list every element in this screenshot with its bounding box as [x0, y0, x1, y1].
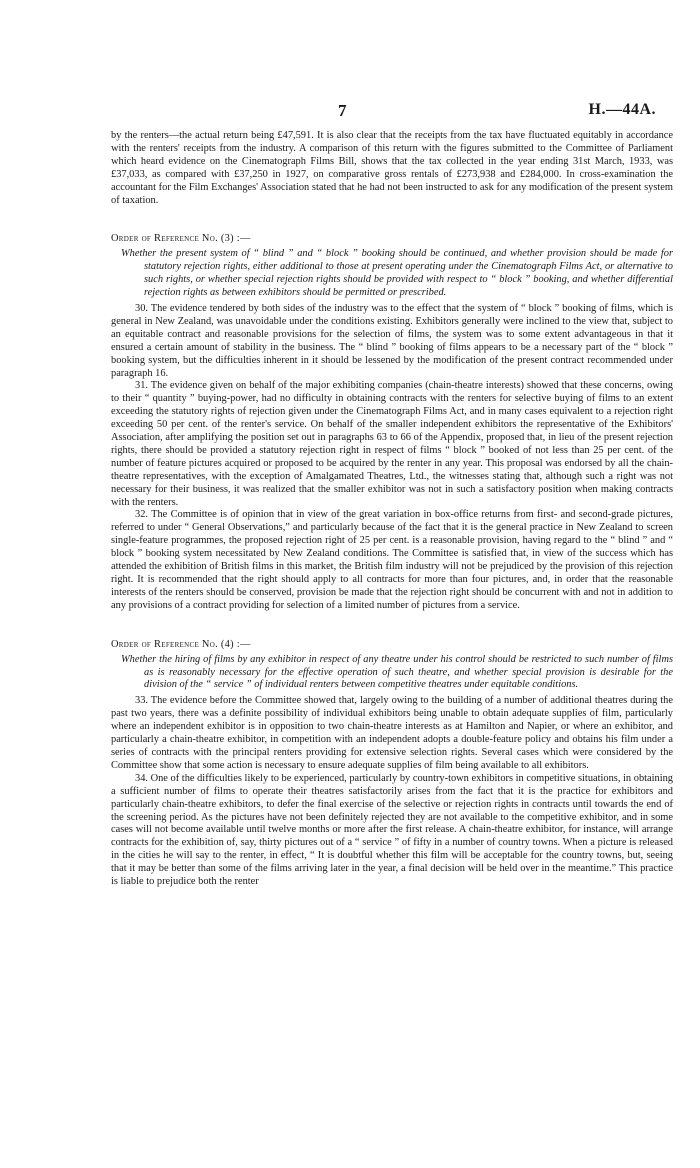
paragraph-32: 32. The Committee is of opinion that in view of the great variation in box-office returns from first- and second-grade pictures, referred to under “ General Observations,” and particularly because of the fact that it is the general practice in New Zealand to screen single-feature programmes, the proposed rejection right of 25 per cent. is a reasonable provision, having regard to the “ blind ” and “ block ” booking system necessitated by New Zealand conditions. The Committee is satisfied that, in view of the success which has attended the exhibition of British films in this market, the British film industry will not be prejudiced by the provision of this rejection right. It is recommended that the right should apply to all contracts for more than four pictures, and, in order that the reasonable interests of the renters should be conserved, provision be made that the rejection right should be concurrent with and not in addition to any provisions of a contract providing for selection of a limited number of pictures from a service.	[111, 509, 673, 611]
paragraph-33: 33. The evidence before the Committee showed that, largely owing to the building of a number of additional theatres during the past two years, there was a definite possibility of individual exhibitors being unable to obtain adequate supplies of film, particularly where an independent exhibitor is in opposition to two chain-theatre interests as at Hamilton and Napier, or where an exhibitor, and particularly a chain-theatre exhibitor, in competition with an independent adopts a double-feature policy and obtains his film under a series of contracts with the principal renters providing for extensive selection rights. Several cases which were considered by the Committee show that some action is necessary to ensure adequate supplies of film being available to all exhibitors.	[111, 695, 673, 771]
section-heading-4: Order of Reference No. (4) :—	[111, 638, 251, 650]
intro-paragraph: by the renters—the actual return being £47,591. It is also clear that the receipts from the tax have fluctuated equitably in accordance with the renters' receipts from the industry. A comparison of this return with the figures submitted to the Committee of Parliament which heard evidence on the Cinematograph Films Bill, shows that the tax collected in the year ending 31st March, 1933, was £37,033, as compared with £37,250 in 1927, on comparative gross rentals of £273,938 and £284,000. In cross-examination the accountant for the Film Exchanges' Association stated that he had not been instructed to ask for any modification of the present system of taxation.	[111, 130, 673, 206]
document-code: H.—44A.	[588, 101, 656, 118]
paragraph-30: 30. The evidence tendered by both sides of the industry was to the effect that the system of “ block ” booking of films, which is general in New Zealand, was unavoidable under the conditions existing. Exhibitors generally were inclined to the view that, subject to an equitable contract and reasonable provisions for the selection of films, the system was to some extent advantageous in that it ensured a certain amount of stability in the business. The “ blind ” booking of films appears to be a necessary part of the “ block ” booking system, but the difficulties inherent in it should be lessened by the modification of the present contract recommended under paragraph 16.	[111, 302, 673, 379]
document-body	[111, 130, 673, 889]
order-of-reference-3: Whether the present system of “ blind ” and “ block ” booking should be continued, and whether provision should be made for statutory rejection rights, either additional to those at present operating under the Cinematograph Films Act, or alternative to such rights, or whether special rejection rights should be provided with respect to “ block ” booking, and whether differential rejection rights as between exhibitors should be permitted or prescribed.	[121, 248, 673, 299]
page-number: 7	[338, 101, 347, 120]
page-header	[0, 101, 700, 121]
section-heading-3: Order of Reference No. (3) :—	[111, 233, 251, 245]
order-of-reference-4: Whether the hiring of films by any exhibitor in respect of any theatre under his control should be restricted to such number of films as is reasonably necessary for the effective operation of such theatre, and whether special provision is desirable for the division of the “ service ” of individual renters between competitive theatres under equitable conditions.	[121, 653, 673, 691]
paragraph-34: 34. One of the difficulties likely to be experienced, particularly by country-town exhibitors in competitive situations, in obtaining a sufficient number of films to operate their theatres satisfactorily arises from the fact that it is the practice for exhibitors and particularly chain-theatre exhibitors, to defer the final exercise of the selective or rejection rights in contracts until towards the end of the screening period. As the pictures have not been definitely rejected they are not available to the competitive exhibitor, and in some cases will not become available until twelve months or more after the first release. A chain-theatre exhibitor, for instance, will arrange contracts for the exhibition of, say, thirty pictures out of a “ service ” of fifty in a number of country towns. When a picture is released in the cities he will say to the renter, in effect, “ It is doubtful whether this film will be acceptable for the country towns, but, seeing that it may be better than some of the films arriving later in the year, a final decision will be held over in the meantime.” This practice is liable to prejudice both the renter	[111, 772, 673, 888]
paragraph-31: 31. The evidence given on behalf of the major exhibiting companies (chain-theatre interests) showed that these concerns, owing to their “ quantity ” buying-power, had no difficulty in obtaining contracts with the renters for selective buying of films to an extent exceeding the statutory rights of rejection given under the Cinematograph Films Act, and in many cases equivalent to a rejection right exceeding 50 per cent. of the renter's service. On behalf of the smaller independent exhibitors the representative of the Exhibitors' Association, after amplifying the position set out in paragraphs 63 to 66 of the Appendix, proposed that, in lieu of the present rejection rights, there should be provided a statutory rejection right in respect of films “ block ” booked of not less than 25 per cent. of the number of feature pictures acquired or proposed to be acquired by the renter in any year. This proposal was endorsed by all the chain-theatre representatives, with the exception of Amalgamated Theatres, Ltd., the witnesses stating that, although such a right was not necessary for their business, it was realized that the smaller exhibitor was not in such a satisfactory position when making contracts with the renters.	[111, 380, 673, 508]
